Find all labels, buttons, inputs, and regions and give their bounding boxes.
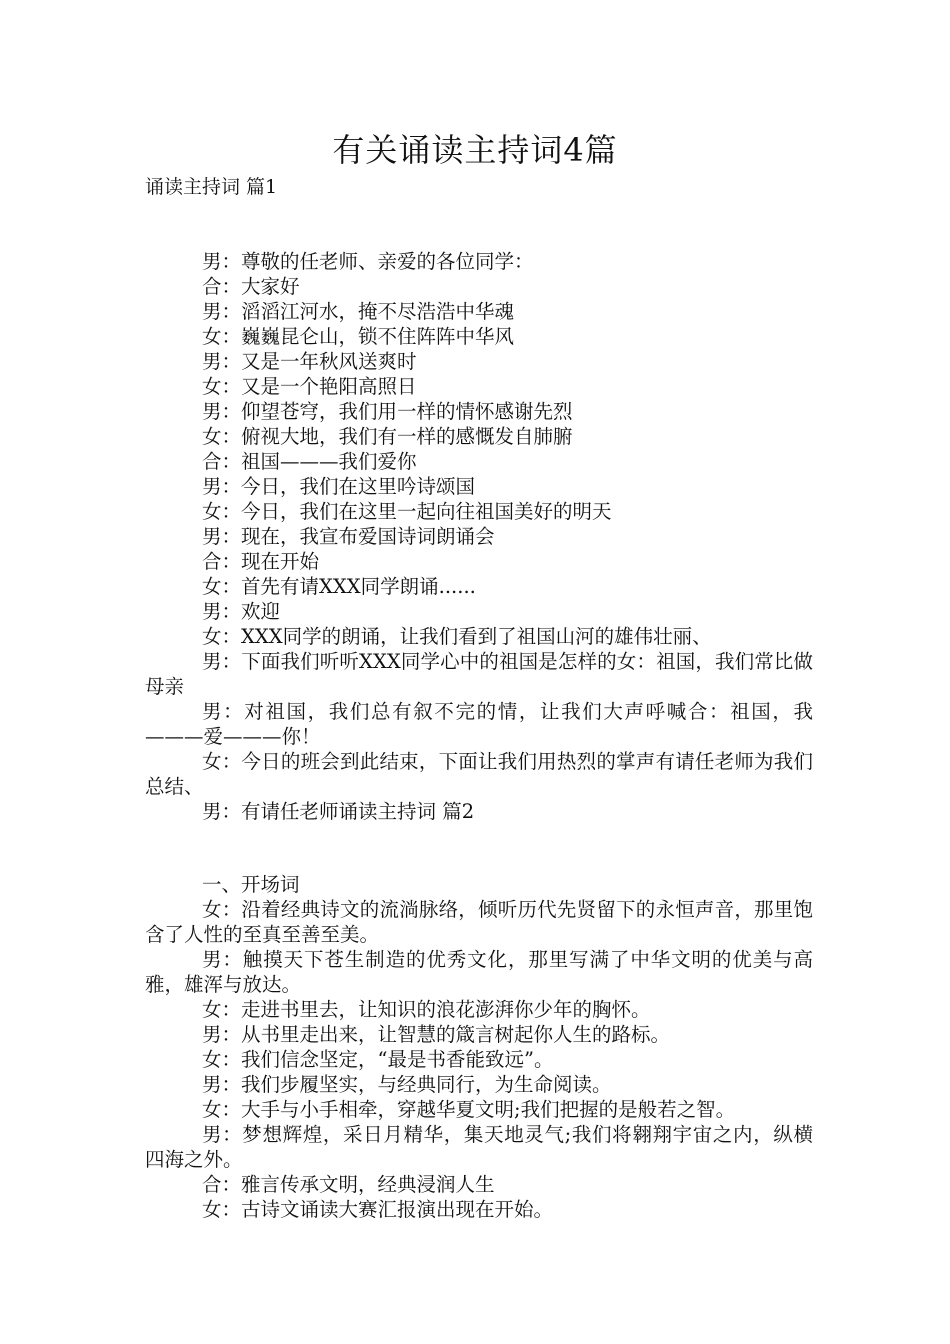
paragraph: 合：雅言传承文明，经典浸润人生 bbox=[202, 1173, 495, 1196]
paragraph: 女：首先有请XXX同学朗诵...... bbox=[202, 575, 476, 598]
paragraph: 男：我们步履坚实，与经典同行，为生命阅读。 bbox=[202, 1073, 612, 1096]
paragraph: 女：今日的班会到此结束，下面让我们用热烈的掌声有请任老师为我们总结、 bbox=[145, 750, 813, 798]
paragraph: 合：大家好 bbox=[202, 275, 300, 298]
paragraph: 男：梦想辉煌，采日月精华，集天地灵气;我们将翱翔宇宙之内，纵横四海之外。 bbox=[145, 1123, 813, 1171]
paragraph: 男：又是一年秋风送爽时 bbox=[202, 350, 417, 373]
paragraph: 男：今日，我们在这里吟诗颂国 bbox=[202, 475, 476, 498]
paragraph: 女：XXX同学的朗诵，让我们看到了祖国山河的雄伟壮丽、 bbox=[202, 625, 712, 648]
paragraph: 合：祖国———我们爱你 bbox=[202, 450, 417, 473]
paragraph: 女：沿着经典诗文的流淌脉络，倾听历代先贤留下的永恒声音，那里饱含了人性的至真至善至美。 bbox=[145, 898, 813, 946]
paragraph: 女：又是一个艳阳高照日 bbox=[202, 375, 417, 398]
section-1-body bbox=[145, 249, 813, 824]
paragraph: 合：现在开始 bbox=[202, 550, 320, 573]
paragraph: 男：欢迎 bbox=[202, 600, 281, 623]
paragraph: 女：巍巍昆仑山，锁不住阵阵中华风 bbox=[202, 325, 515, 348]
paragraph: 男：下面我们听听XXX同学心中的祖国是怎样的女：祖国，我们常比做母亲 bbox=[145, 650, 813, 698]
paragraph: 男：现在，我宣布爱国诗词朗诵会 bbox=[202, 525, 495, 548]
paragraph: 女：古诗文诵读大赛汇报演出现在开始。 bbox=[202, 1198, 554, 1221]
section-1-heading: 诵读主持词 篇1 bbox=[145, 176, 278, 198]
section-2-body bbox=[145, 872, 813, 1222]
paragraph: 男：对祖国，我们总有叙不完的情，让我们大声呼喊合：祖国，我———爱———你！ bbox=[145, 700, 813, 748]
paragraph: 男：有请任老师诵读主持词 篇2 bbox=[202, 800, 475, 823]
paragraph: 女：今日，我们在这里一起向往祖国美好的明天 bbox=[202, 500, 612, 523]
paragraph: 男：仰望苍穹，我们用一样的情怀感谢先烈 bbox=[202, 400, 573, 423]
paragraph: 男：触摸天下苍生制造的优秀文化，那里写满了中华文明的优美与高雅，雄浑与放达。 bbox=[145, 948, 813, 996]
paragraph: 女：我们信念坚定，“最是书香能致远”。 bbox=[202, 1048, 554, 1071]
paragraph: 女：大手与小手相牵，穿越华夏文明;我们把握的是般若之智。 bbox=[202, 1098, 736, 1121]
paragraph: 一、开场词 bbox=[202, 873, 300, 896]
paragraph: 女：走进书里去，让知识的浪花澎湃你少年的胸怀。 bbox=[202, 998, 651, 1021]
paragraph: 男：尊敬的任老师、亲爱的各位同学： bbox=[202, 250, 534, 273]
document-title: 有关诵读主持词4篇 bbox=[332, 131, 618, 169]
paragraph: 男：从书里走出来，让智慧的箴言树起你人生的路标。 bbox=[202, 1023, 671, 1046]
paragraph: 男：滔滔江河水，掩不尽浩浩中华魂 bbox=[202, 300, 515, 323]
paragraph: 女：俯视大地，我们有一样的感慨发自肺腑 bbox=[202, 425, 573, 448]
